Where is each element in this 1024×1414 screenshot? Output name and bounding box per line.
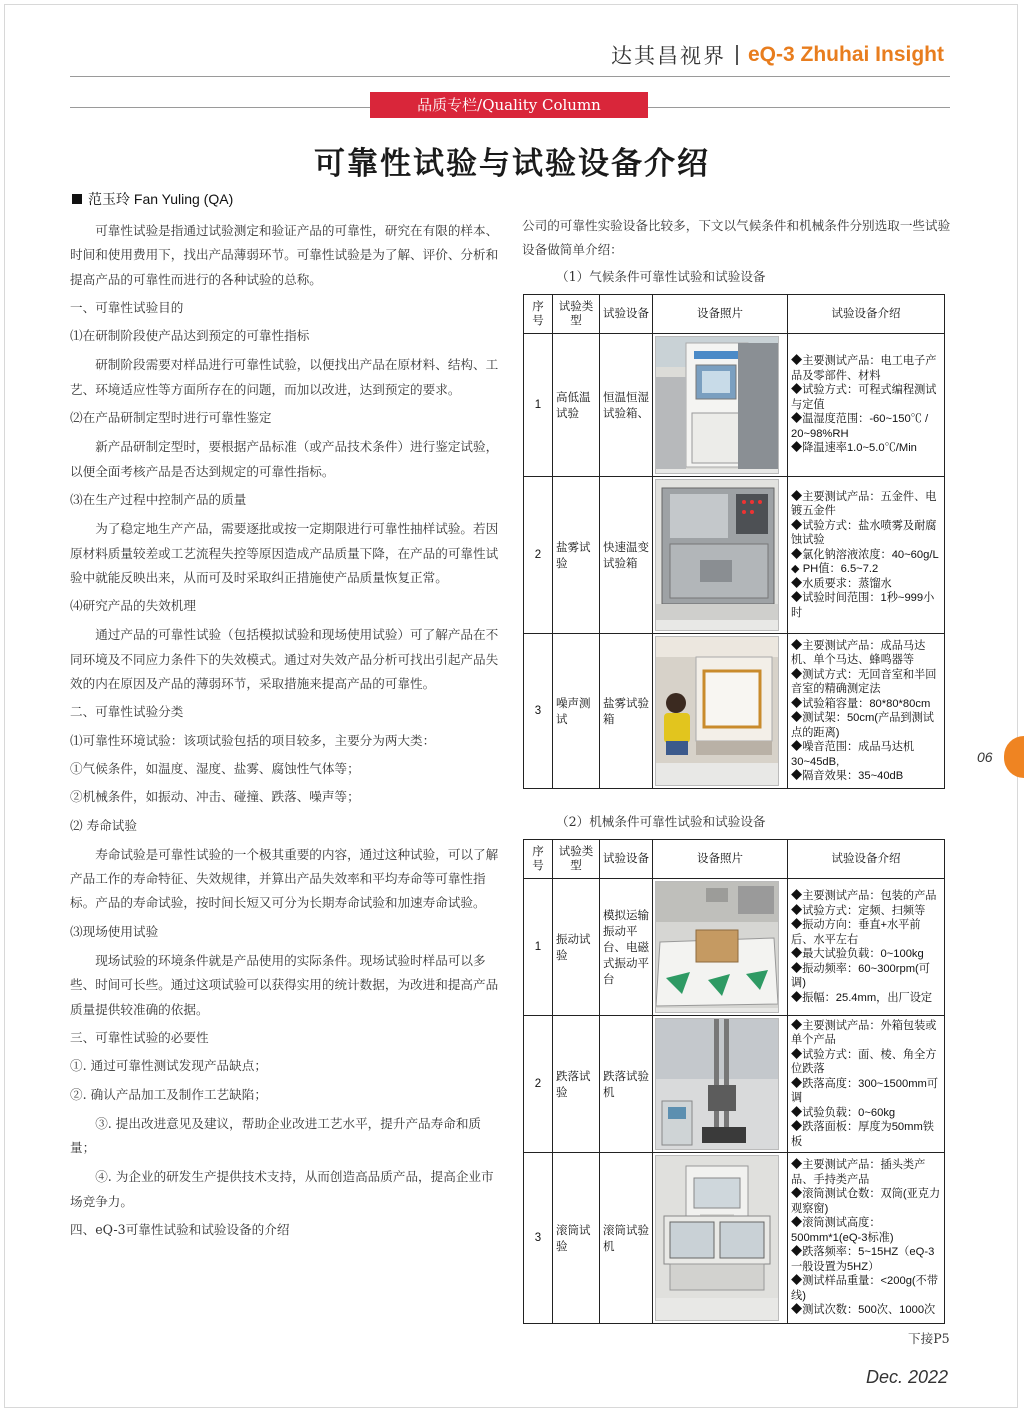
paragraph: 三、可靠性试验的必要性 bbox=[70, 1029, 209, 1045]
header-type: 试验类型 bbox=[553, 295, 600, 334]
salt-spray-photo bbox=[655, 479, 779, 631]
intro-line: ◆测试次数：500次、1000次 bbox=[791, 1304, 936, 1317]
test-type: 滚筒试验 bbox=[553, 1153, 600, 1324]
chamber-photo bbox=[655, 336, 779, 474]
header-photo: 设备照片 bbox=[653, 840, 788, 879]
intro-line: ◆振幅：25.4mm，出厂设定 bbox=[791, 991, 933, 1004]
paragraph: ⑶现场使用试验 bbox=[70, 923, 159, 939]
column-banner: 品质专栏/Quality Column bbox=[370, 92, 648, 118]
test-device: 恒温恒湿试验箱、 bbox=[600, 334, 653, 477]
paragraph: ⑵ 寿命试验 bbox=[70, 817, 137, 833]
paragraph: ②. 确认产品加工及制作工艺缺陷； bbox=[70, 1086, 267, 1102]
equipment-intro bbox=[788, 1016, 945, 1153]
continued-note: 下接P5 bbox=[908, 1331, 950, 1346]
test-type: 跌落试验 bbox=[553, 1016, 600, 1153]
equipment-intro bbox=[788, 634, 945, 789]
row-number: 3 bbox=[524, 634, 553, 789]
header-intro: 试验设备介绍 bbox=[788, 840, 945, 879]
equipment-photo-cell bbox=[653, 334, 788, 477]
intro-line: ◆噪音范围：成品马达机30~45dB, bbox=[791, 741, 915, 768]
paragraph: ④. 为企业的研发生产提供技术支持，从而创造高品质产品，提高企业市场竞争力。 bbox=[70, 1169, 494, 1209]
paragraph: 通过产品的可靠性试验（包括模拟试验和现场使用试验）可了解产品在不同环境及不同应力条件下的失效模式。通过对失效产品分析可找出引起产品失效的内在原因及产品的薄弱环节，采取措施来提高产品的可靠性。 bbox=[70, 627, 499, 692]
intro-line: ◆主要测试产品：成品马达机、单个马达、蜂鸣器等 bbox=[791, 639, 926, 666]
paragraph: ①. 通过可靠性测试发现产品缺点； bbox=[70, 1058, 267, 1074]
intro-line: ◆振动方向：垂直+水平前后、水平左右 bbox=[791, 919, 921, 946]
intro-line: ◆主要测试产品：包装的产品 bbox=[791, 890, 937, 902]
noise-box-photo bbox=[655, 636, 779, 786]
paragraph: 四、eQ-3可靠性试验和试验设备的介绍 bbox=[70, 1221, 290, 1237]
paragraph: 新产品研制定型时，要根据产品标准（或产品技术条件）进行鉴定试验，以便全面考核产品是否达到规定的可靠性指标。 bbox=[70, 439, 499, 479]
intro-line: ◆氯化钠溶液浓度：40~60g/L bbox=[791, 548, 939, 561]
intro-line: ◆主要测试产品：外箱包装或单个产品 bbox=[791, 1019, 937, 1047]
intro-line: ◆主要测试产品：五金件、电镀五金件 bbox=[791, 490, 937, 518]
paragraph: ①气候条件，如温度、湿度、盐雾、腐蚀性气体等； bbox=[70, 760, 360, 776]
paragraph: 可靠性试验是指通过试验测定和验证产品的可靠性，研究在有限的样本、时间和使用费用下，找出产品薄弱环节。可靠性试验是为了解、评价、分析和提高产品的可靠性而进行的各种试验的总称。 bbox=[70, 223, 499, 287]
intro-line: ◆振动频率：60~300rpm(可调) bbox=[791, 962, 930, 989]
intro-line: ◆测试架：50cm(产品到测试点的距离) bbox=[791, 712, 934, 739]
test-device: 滚筒试验机 bbox=[600, 1153, 653, 1324]
equipment-intro bbox=[788, 879, 945, 1016]
header-type: 试验类型 bbox=[553, 840, 600, 879]
climate-equipment-table bbox=[523, 294, 945, 789]
test-device: 快速温变试验箱 bbox=[600, 477, 653, 634]
paragraph: ②机械条件，如振动、冲击、碰撞、跌落、噪声等； bbox=[70, 789, 360, 805]
masthead-divider bbox=[736, 45, 738, 65]
table-row bbox=[524, 477, 945, 634]
intro-line: ◆试验时间范围：1秒~999小时 bbox=[791, 592, 935, 619]
paragraph: ⑴可靠性环境试验：该项试验包括的项目较多，主要分为两大类： bbox=[70, 732, 436, 748]
paragraph: ⑵在产品研制定型时进行可靠性鉴定 bbox=[70, 410, 272, 426]
paragraph: 一、可靠性试验目的 bbox=[70, 299, 184, 315]
table-row bbox=[524, 634, 945, 789]
intro-line: ◆测试方式：无回音室和半回音室的精确测定法 bbox=[791, 668, 937, 695]
paragraph: 二、可靠性试验分类 bbox=[70, 704, 184, 720]
page-number: 06 bbox=[977, 749, 993, 765]
test-type: 噪声测试 bbox=[553, 634, 600, 789]
article-title: 可靠性试验与试验设备介绍 bbox=[314, 146, 710, 182]
header-device: 试验设备 bbox=[600, 295, 653, 334]
intro-line: ◆滚筒测试仓数：双筒(亚克力观察窗) bbox=[791, 1188, 941, 1215]
intro-line: ◆跌落高度：300~1500mm可调 bbox=[791, 1077, 939, 1105]
paragraph: ⑶在生产过程中控制产品的质量 bbox=[70, 491, 247, 507]
intro-line: ◆试验方式：可程式编程测试与定值 bbox=[791, 384, 937, 411]
intro-line: ◆试验负载：0~60kg bbox=[791, 1106, 896, 1119]
equipment-intro bbox=[788, 477, 945, 634]
paragraph: 现场试验的环境条件就是产品使用的实际条件。现场试验时样品可以多些、时间可长些。通过这项试验可以获得实用的统计数据，为改进和提高产品质量提供较准确的依据。 bbox=[70, 953, 499, 1017]
table-header-row bbox=[524, 840, 945, 879]
right-intro: 公司的可靠性实验设备比较多，下文以气候条件和机械条件分别选取一些试验设备做简单介绍： bbox=[522, 218, 951, 258]
masthead-chinese-title: 达其昌视界 bbox=[610, 44, 726, 68]
intro-line: ◆隔音效果：35~40dB bbox=[791, 770, 904, 782]
equipment-photo-cell bbox=[653, 634, 788, 789]
table-row bbox=[524, 334, 945, 477]
masthead bbox=[611, 40, 944, 70]
equipment-photo-cell bbox=[653, 879, 788, 1016]
tumble-tester-photo bbox=[655, 1155, 779, 1321]
mechanical-equipment-table bbox=[523, 839, 945, 1324]
equipment-intro bbox=[788, 334, 945, 477]
test-device: 盐雾试验箱 bbox=[600, 634, 653, 789]
intro-line: ◆试验方式：面、棱、角全方位跌落 bbox=[791, 1048, 937, 1076]
header-rule bbox=[70, 76, 950, 77]
table-header-row bbox=[524, 295, 945, 334]
test-device: 跌落试验机 bbox=[600, 1016, 653, 1153]
intro-line: ◆跌落面板：厚度为50mm铁板 bbox=[791, 1121, 934, 1148]
intro-line: ◆主要测试产品：插头类产品、手持类产品 bbox=[791, 1159, 926, 1186]
intro-line: ◆最大试验负载：0~100kg bbox=[791, 948, 924, 960]
equipment-photo-cell bbox=[653, 477, 788, 634]
paragraph: ③. 提出改进意见及建议，帮助企业改进工艺水平，提升产品寿命和质量； bbox=[70, 1115, 482, 1156]
intro-line: ◆温湿度范围：-60~150℃ / 20~98%RH bbox=[791, 413, 929, 440]
left-column-text bbox=[70, 214, 500, 1246]
drop-tester-photo bbox=[655, 1018, 779, 1150]
issue-date: Dec. 2022 bbox=[866, 1367, 949, 1387]
header-photo: 设备照片 bbox=[653, 295, 788, 334]
author-name: 范玉玲 Fan Yuling (QA) bbox=[88, 191, 234, 207]
paragraph: 寿命试验是可靠性试验的一个极其重要的内容，通过这种试验，可以了解产品工作的寿命特征、失效规律，并算出产品失效率和平均寿命等可靠性指标。产品的寿命试验，按时间长短又可分为长期寿命试验和加速寿命试验。 bbox=[70, 846, 499, 911]
intro-line: ◆滚筒测试高度：500mm*1(eQ-3标准) bbox=[791, 1217, 894, 1244]
author-line bbox=[72, 189, 233, 209]
paragraph: 为了稳定地生产产品，需要逐批或按一定期限进行可靠性抽样试验。若因原材料质量较差或工艺流程失控等原因造成产品质量下降，在产品的可靠性试验中就能反映出来，从而可及时采取纠正措施使产品质量恢复正常。 bbox=[70, 521, 499, 585]
table-row bbox=[524, 1016, 945, 1153]
test-type: 高低温试验 bbox=[553, 334, 600, 477]
header-no: 序号 bbox=[524, 295, 553, 334]
row-number: 3 bbox=[524, 1153, 553, 1324]
row-number: 1 bbox=[524, 879, 553, 1016]
paragraph: ⑴在研制阶段使产品达到预定的可靠性指标 bbox=[70, 328, 310, 344]
intro-line: ◆试验箱容量：80*80*80cm bbox=[791, 697, 931, 710]
header-device: 试验设备 bbox=[600, 840, 653, 879]
test-type: 振动试验 bbox=[553, 879, 600, 1016]
test-device: 模拟运输振动平台、电磁式振动平台 bbox=[600, 879, 653, 1016]
equipment-photo-cell bbox=[653, 1016, 788, 1153]
table-row bbox=[524, 1153, 945, 1324]
intro-line: ◆试验方式：盐水喷雾及耐腐蚀试验 bbox=[791, 519, 937, 547]
intro-line: ◆ PH值：6.5~7.2 bbox=[791, 563, 879, 576]
test-type: 盐雾试验 bbox=[553, 477, 600, 634]
row-number: 2 bbox=[524, 1016, 553, 1153]
paragraph: 研制阶段需要对样品进行可靠性试验，以便找出产品在原材料、结构、工艺、环境适应性等方面所存在的问题，而加以改进，达到预定的要求。 bbox=[70, 357, 499, 397]
header-intro: 试验设备介绍 bbox=[788, 295, 945, 334]
header-no: 序号 bbox=[524, 840, 553, 879]
row-number: 1 bbox=[524, 334, 553, 477]
paragraph: ⑷研究产品的失效机理 bbox=[70, 598, 196, 614]
intro-line: ◆水质要求：蒸馏水 bbox=[791, 577, 892, 590]
climate-subheading: （1）气候条件可靠性试验和试验设备 bbox=[556, 269, 766, 284]
intro-line: ◆降温速率1.0~5.0℃/Min bbox=[791, 442, 917, 455]
intro-line: ◆测试样品重量：<200g(不带线) bbox=[791, 1275, 939, 1302]
masthead-english-title: eQ-3 Zhuhai Insight bbox=[747, 43, 944, 66]
intro-line: ◆试验方式：定频、扫频等 bbox=[791, 904, 926, 917]
intro-line: ◆主要测试产品：电工电子产品及零部件、材料 bbox=[791, 355, 937, 382]
table-row bbox=[524, 879, 945, 1016]
equipment-photo-cell bbox=[653, 1153, 788, 1324]
vibration-photo bbox=[655, 881, 779, 1013]
equipment-intro bbox=[788, 1153, 945, 1324]
mechanical-subheading: （2）机械条件可靠性试验和试验设备 bbox=[556, 814, 766, 829]
row-number: 2 bbox=[524, 477, 553, 634]
intro-line: ◆跌落频率：5~15HZ（eQ-3一般设置为5HZ） bbox=[791, 1246, 935, 1273]
bullet-square-icon bbox=[72, 194, 82, 204]
